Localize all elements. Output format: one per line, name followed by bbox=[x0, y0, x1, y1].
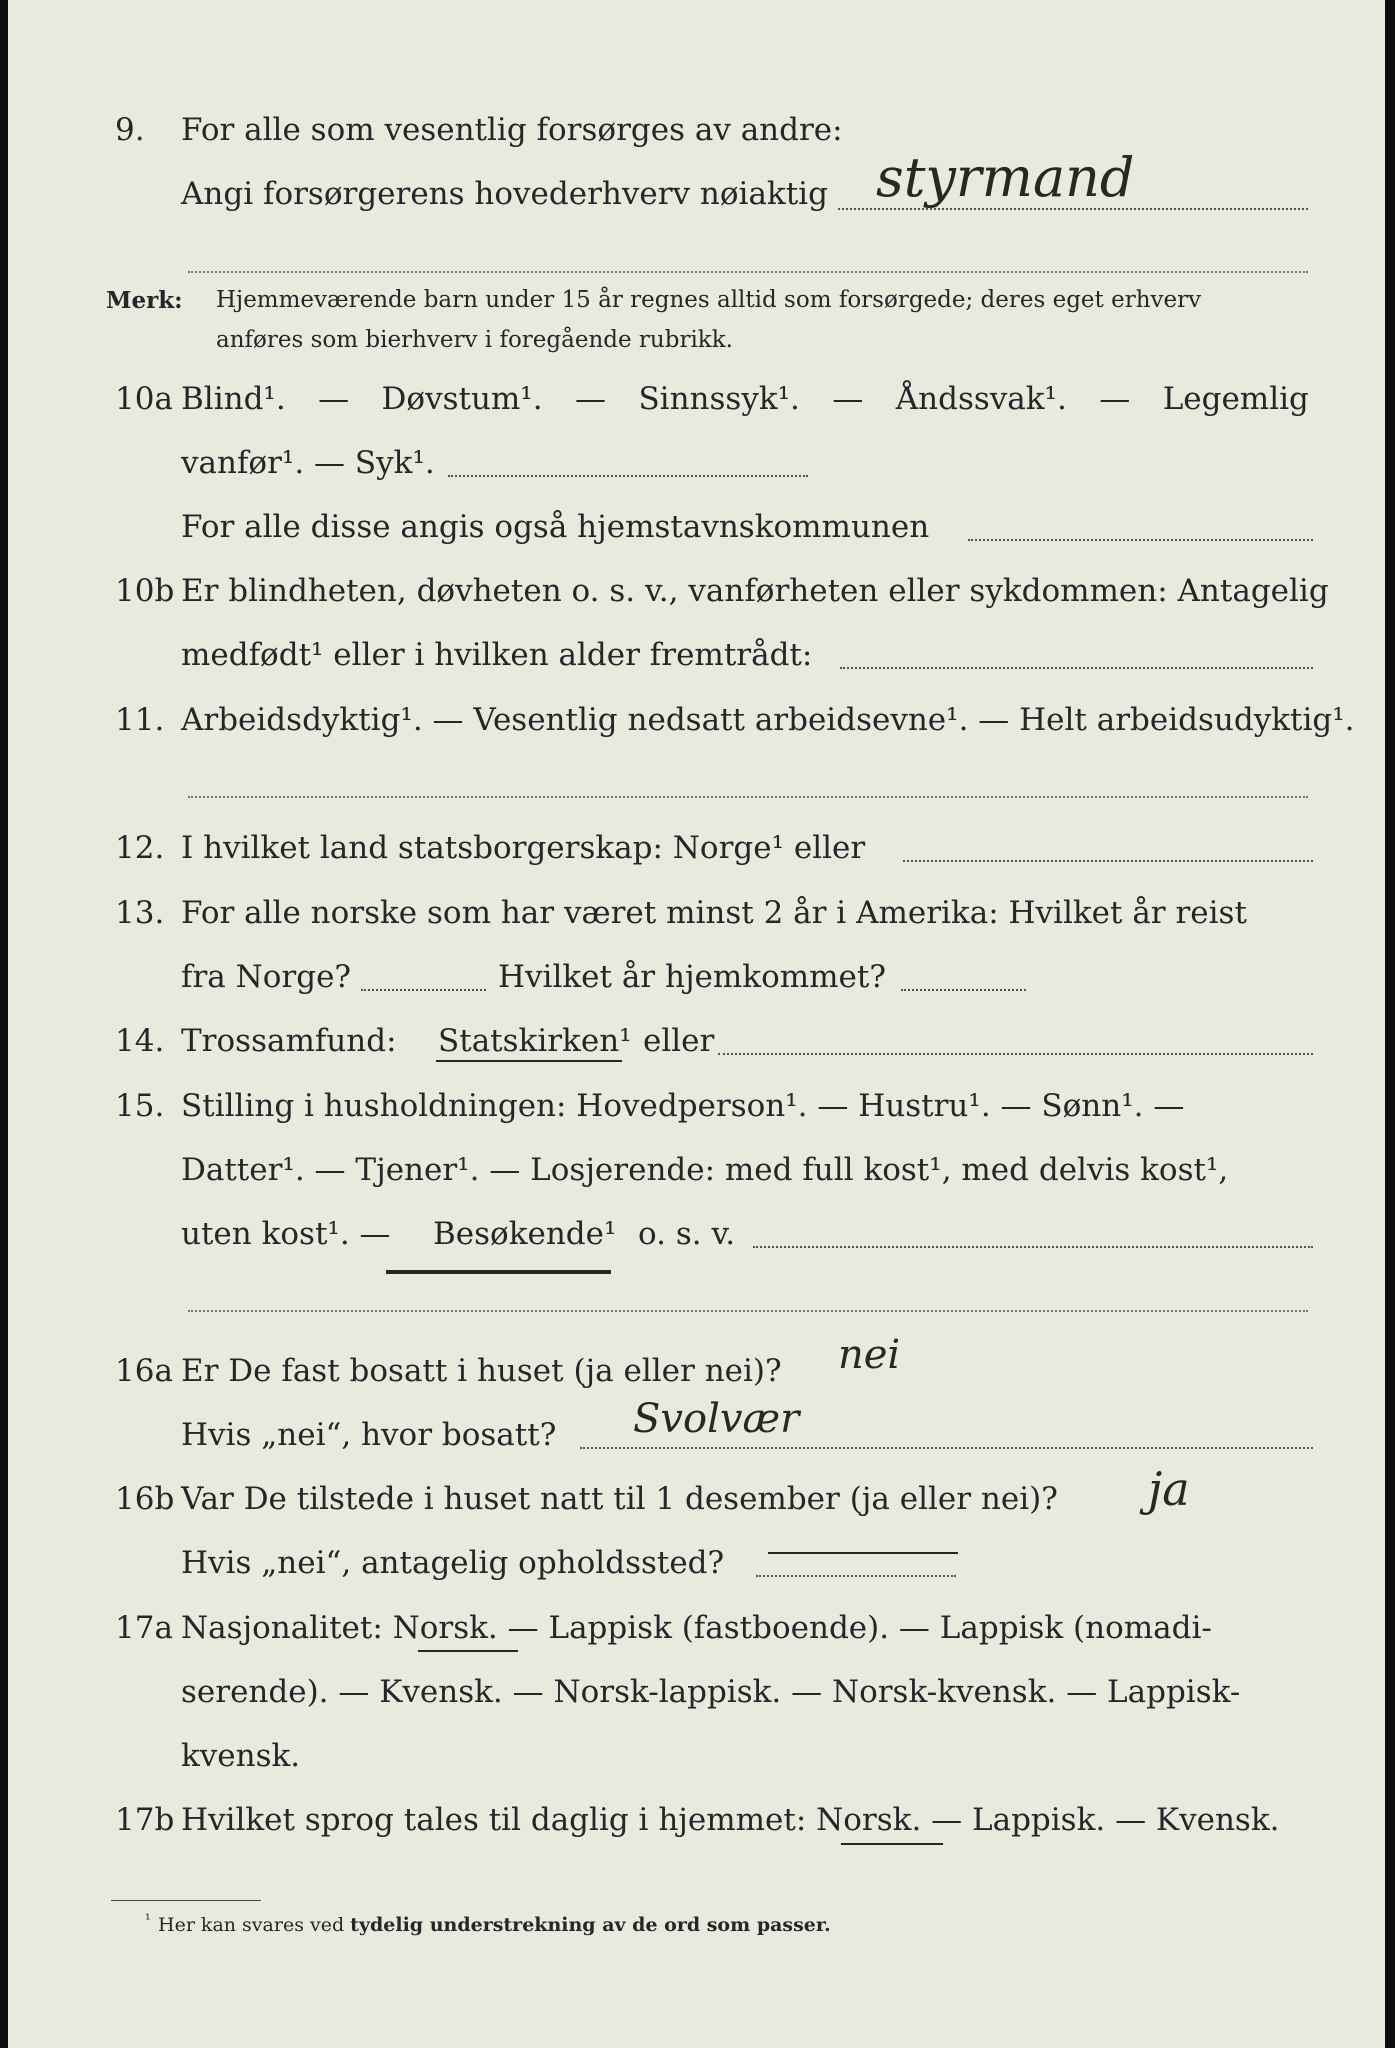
q16b-text1: Var De tilstede i huset natt til 1 desember (ja eller nei)? bbox=[181, 1481, 1058, 1517]
q10b-number: 10b bbox=[115, 573, 175, 609]
q10a-part: Sinnssyk¹. bbox=[638, 381, 800, 417]
q10a-part: — bbox=[832, 381, 864, 417]
q13-text2a: fra Norge? bbox=[181, 959, 352, 995]
q17b-number: 17b bbox=[115, 1802, 175, 1838]
q10a-options bbox=[181, 381, 1309, 417]
q15-text3c: o. s. v. bbox=[638, 1216, 736, 1252]
separator-rule bbox=[188, 271, 1308, 273]
q14-label: Trossamfund: bbox=[181, 1023, 397, 1059]
footnote-text-b: tydelig understrekning av de ord som passer. bbox=[350, 1914, 831, 1936]
q10a-part: Blind¹. bbox=[181, 381, 286, 417]
q10b-answer-line bbox=[840, 667, 1313, 669]
q15-underline-mark bbox=[386, 1270, 611, 1274]
q15-answer-line bbox=[753, 1246, 1313, 1248]
census-form-page bbox=[8, 0, 1385, 2048]
footnote-mark: ¹ bbox=[145, 1912, 151, 1928]
q17b-text1: Hvilket sprog tales til daglig i hjemmet: Norsk. — Lappisk. — Kvensk. bbox=[181, 1802, 1280, 1838]
q16a-answer-line bbox=[580, 1447, 1313, 1449]
q10a-number: 10a bbox=[115, 381, 173, 417]
q12-answer-line bbox=[903, 860, 1313, 862]
q12-text1: I hvilket land statsborgerskap: Norge¹ eller bbox=[181, 830, 866, 866]
q9-number: 9. bbox=[115, 112, 145, 148]
q17a-underline-mark bbox=[418, 1650, 518, 1652]
q10a-text3: For alle disse angis også hjemstavnskommunen bbox=[181, 509, 930, 545]
merk-label: Merk: bbox=[106, 287, 183, 314]
q11-number: 11. bbox=[115, 702, 165, 738]
merk-text1: Hjemmeværende barn under 15 år regnes alltid som forsørgede; deres eget erhverv bbox=[216, 287, 1202, 313]
q14-option: Statskirken¹ bbox=[438, 1023, 632, 1059]
q16b-handwritten-dash bbox=[768, 1552, 958, 1554]
q16a-number: 16a bbox=[115, 1353, 173, 1389]
footnote-rule bbox=[111, 1900, 261, 1901]
q16a-handwritten-answer1: nei bbox=[838, 1332, 901, 1378]
q10b-text1: Er blindheten, døvheten o. s. v., vanførheten eller sykdommen: Antagelig bbox=[181, 573, 1329, 609]
q11-text1: Arbeidsdyktig¹. — Vesentlig nedsatt arbeidsevne¹. — Helt arbeidsudyktig¹. bbox=[181, 702, 1355, 738]
q9-handwritten-answer: styrmand bbox=[876, 146, 1135, 209]
q16b-handwritten-answer1: ja bbox=[1148, 1462, 1190, 1516]
q10a-part: — bbox=[1099, 381, 1131, 417]
q9-text1: For alle som vesentlig forsørges av andre: bbox=[181, 112, 843, 148]
q17a-text3: kvensk. bbox=[181, 1738, 301, 1774]
q14-tail: eller bbox=[643, 1023, 715, 1059]
q10a-part: Døvstum¹. bbox=[381, 381, 543, 417]
q14-answer-line bbox=[718, 1053, 1313, 1055]
q16a-text1: Er De fast bosatt i huset (ja eller nei)? bbox=[181, 1353, 782, 1389]
q10a-answer-line bbox=[448, 475, 808, 477]
q14-underline-mark bbox=[436, 1060, 622, 1062]
q15-text1: Stilling i husholdningen: Hovedperson¹. — Hustru¹. — Sønn¹. — bbox=[181, 1088, 1185, 1124]
q11-answer-line bbox=[188, 796, 1308, 798]
q16a-text2: Hvis „nei“, hvor bosatt? bbox=[181, 1417, 557, 1453]
q10a-part: — bbox=[318, 381, 350, 417]
q14-number: 14. bbox=[115, 1023, 165, 1059]
q17a-text2: serende). — Kvensk. — Norsk-lappisk. — Norsk-kvensk. — Lappisk- bbox=[181, 1674, 1241, 1710]
q12-number: 12. bbox=[115, 830, 165, 866]
q16b-number: 16b bbox=[115, 1481, 175, 1517]
q13-reist-line bbox=[361, 989, 486, 991]
q13-text2b: Hvilket år hjemkommet? bbox=[498, 959, 886, 995]
q10a-hjemstavn-line bbox=[968, 539, 1313, 541]
q15-number: 15. bbox=[115, 1088, 165, 1124]
q16b-answer-line bbox=[756, 1575, 956, 1577]
q15-text3b: Besøkende¹ bbox=[433, 1216, 617, 1252]
q10a-part: Legemlig bbox=[1162, 381, 1309, 417]
footnote bbox=[145, 1912, 831, 1936]
q16b-text2: Hvis „nei“, antagelig opholdssted? bbox=[181, 1545, 725, 1581]
q15-text3a: uten kost¹. — bbox=[181, 1216, 391, 1252]
q10a-text2: vanfør¹. — Syk¹. bbox=[181, 445, 435, 481]
merk-text2: anføres som bierhverv i foregående rubrikk. bbox=[216, 327, 733, 353]
q9-text2: Angi forsørgerens hovederhverv nøiaktig bbox=[181, 176, 828, 212]
q13-number: 13. bbox=[115, 895, 165, 931]
q17a-number: 17a bbox=[115, 1610, 173, 1646]
q10a-part: — bbox=[575, 381, 607, 417]
q16a-handwritten-answer2: Svolvær bbox=[633, 1396, 800, 1442]
q10a-part: Åndssvak¹. bbox=[895, 381, 1067, 417]
q15-extra-line bbox=[188, 1310, 1308, 1312]
q15-text2: Datter¹. — Tjener¹. — Losjerende: med full kost¹, med delvis kost¹, bbox=[181, 1152, 1229, 1188]
q17b-underline-mark bbox=[841, 1843, 943, 1845]
q17a-text1: Nasjonalitet: Norsk. — Lappisk (fastboende). — Lappisk (nomadi- bbox=[181, 1610, 1212, 1646]
footnote-text-a: Her kan svares ved bbox=[158, 1914, 345, 1936]
q13-hjemkommet-line bbox=[901, 989, 1026, 991]
q13-text1: For alle norske som har været minst 2 år i Amerika: Hvilket år reist bbox=[181, 895, 1247, 931]
q10b-text2: medfødt¹ eller i hvilken alder fremtrådt: bbox=[181, 637, 813, 673]
